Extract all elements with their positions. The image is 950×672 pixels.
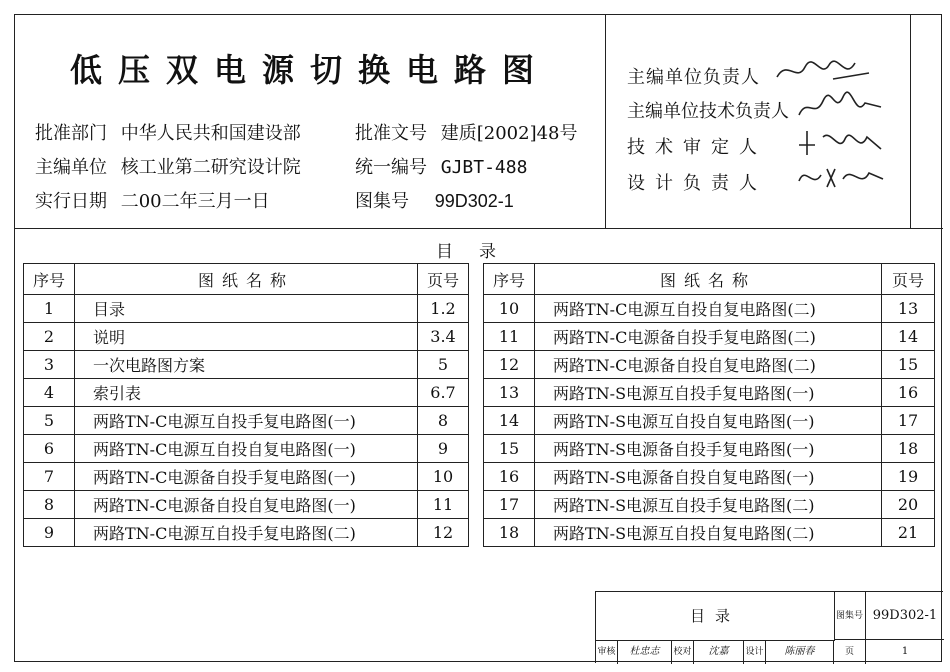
row-number: 11	[484, 323, 535, 351]
row-page: 13	[882, 295, 935, 323]
toc-header-row	[24, 264, 469, 295]
approval-dept-label: 批准部门	[35, 123, 107, 144]
table-row	[484, 351, 935, 379]
row-drawing-name: 两路TN-S电源备自投自复电路图(一)	[535, 463, 882, 491]
row-drawing-name: 两路TN-C电源备自投手复电路图(二)	[535, 323, 882, 351]
row-number: 10	[484, 295, 535, 323]
row-number: 9	[24, 519, 75, 547]
row-page: 20	[882, 491, 935, 519]
check-label: 校对	[672, 640, 694, 664]
table-row	[24, 351, 469, 379]
row-page: 3.4	[418, 323, 469, 351]
row-number: 7	[24, 463, 75, 491]
toc-table-left	[23, 263, 469, 547]
row-number: 12	[484, 351, 535, 379]
table-row	[24, 379, 469, 407]
row-drawing-name: 两路TN-C电源互自投自复电路图(一)	[75, 435, 418, 463]
table-row	[484, 379, 935, 407]
table-row	[484, 519, 935, 547]
page-title: 低压双电源切换电路图	[69, 51, 550, 89]
row-drawing-name: 两路TN-C电源备自投手复电路图(一)	[75, 463, 418, 491]
table-row	[484, 407, 935, 435]
row-drawing-name: 两路TN-C电源互自投手复电路图(一)	[75, 407, 418, 435]
signature-image	[773, 53, 873, 93]
table-row	[24, 463, 469, 491]
page-label: 页	[834, 640, 866, 664]
effective-date-label: 实行日期	[35, 191, 107, 212]
row-page: 21	[882, 519, 935, 547]
signature-scribble	[773, 53, 873, 87]
row-drawing-name: 两路TN-C电源互自投手复电路图(二)	[75, 519, 418, 547]
sheet-title: 目录	[596, 592, 835, 641]
col-name-header: 图纸名称	[535, 264, 882, 295]
col-page-header: 页号	[882, 264, 935, 295]
col-no-header: 序号	[484, 264, 535, 295]
table-row	[24, 407, 469, 435]
atlas-no-row	[355, 187, 514, 213]
row-number: 17	[484, 491, 535, 519]
unified-no-row	[355, 153, 527, 179]
row-number: 16	[484, 463, 535, 491]
toc-header-row	[484, 264, 935, 295]
approval-no-row	[355, 119, 578, 145]
row-page: 9	[418, 435, 469, 463]
row-drawing-name: 目录	[75, 295, 418, 323]
row-number: 14	[484, 407, 535, 435]
signature-scribble	[795, 89, 885, 123]
row-drawing-name: 两路TN-C电源备自投自复电路图(二)	[535, 351, 882, 379]
header-margin-line	[910, 15, 911, 229]
col-no-header: 序号	[24, 264, 75, 295]
signatory-role: 设计负责人	[627, 173, 767, 194]
row-page: 18	[882, 435, 935, 463]
atlas-label: 图集号	[834, 592, 866, 640]
row-page: 15	[882, 351, 935, 379]
row-drawing-name: 一次电路图方案	[75, 351, 418, 379]
row-drawing-name: 两路TN-S电源互自投手复电路图(一)	[535, 379, 882, 407]
row-number: 1	[24, 295, 75, 323]
row-drawing-name: 两路TN-S电源互自投手复电路图(二)	[535, 491, 882, 519]
table-row	[484, 491, 935, 519]
effective-date-row	[35, 187, 270, 213]
table-row	[24, 491, 469, 519]
unified-no-value: GJBT-488	[440, 157, 528, 178]
row-page: 12	[418, 519, 469, 547]
editor-unit-row	[35, 153, 301, 179]
approval-no-label: 批准文号	[355, 123, 427, 144]
signatory-role: 主编单位负责人	[627, 67, 760, 88]
row-number: 5	[24, 407, 75, 435]
title-block	[595, 591, 943, 663]
row-page: 16	[882, 379, 935, 407]
row-number: 13	[484, 379, 535, 407]
drawing-frame	[14, 14, 942, 662]
signature-image	[795, 89, 885, 129]
row-page: 17	[882, 407, 935, 435]
row-drawing-name: 两路TN-S电源互自投自复电路图(二)	[535, 519, 882, 547]
row-number: 3	[24, 351, 75, 379]
table-row	[24, 519, 469, 547]
row-page: 8	[418, 407, 469, 435]
row-page: 11	[418, 491, 469, 519]
check-signature: 沈嘉	[694, 640, 744, 664]
row-page: 10	[418, 463, 469, 491]
table-row	[484, 435, 935, 463]
editor-unit-label: 主编单位	[35, 157, 107, 178]
signature-scribble	[795, 125, 885, 159]
table-row	[484, 463, 935, 491]
row-page: 19	[882, 463, 935, 491]
table-row	[24, 323, 469, 351]
approval-no-value: 建质[2002]48号	[440, 123, 578, 144]
cover-header	[15, 15, 943, 229]
design-signature: 陈丽春	[766, 640, 834, 664]
review-signature: 杜忠志	[618, 640, 672, 664]
table-row	[24, 435, 469, 463]
row-number: 8	[24, 491, 75, 519]
row-number: 4	[24, 379, 75, 407]
row-drawing-name: 说明	[75, 323, 418, 351]
approval-dept-row	[35, 119, 301, 145]
col-page-header: 页号	[418, 264, 469, 295]
row-number: 15	[484, 435, 535, 463]
signature-image	[795, 159, 885, 199]
review-label: 审核	[596, 640, 618, 664]
signatory-role: 技术审定人	[627, 137, 767, 158]
atlas-no-value: 99D302-1	[434, 191, 514, 211]
unified-no-label: 统一编号	[355, 157, 427, 178]
editor-unit-value: 核工业第二研究设计院	[120, 157, 301, 178]
row-drawing-name: 两路TN-S电源备自投手复电路图(一)	[535, 435, 882, 463]
row-page: 1.2	[418, 295, 469, 323]
atlas-number: 99D302-1	[866, 592, 944, 640]
row-drawing-name: 两路TN-C电源互自投自复电路图(二)	[535, 295, 882, 323]
header-divider	[605, 15, 606, 229]
atlas-no-label: 图集号	[355, 191, 409, 212]
page-number: 1	[901, 646, 909, 657]
col-name-header: 图纸名称	[75, 264, 418, 295]
table-row	[484, 323, 935, 351]
signature-scribble	[795, 159, 885, 193]
approval-dept-value: 中华人民共和国建设部	[120, 123, 301, 144]
row-number: 18	[484, 519, 535, 547]
row-number: 6	[24, 435, 75, 463]
row-drawing-name: 索引表	[75, 379, 418, 407]
design-label: 设计	[744, 640, 766, 664]
row-page: 6.7	[418, 379, 469, 407]
row-page: 5	[418, 351, 469, 379]
table-row	[484, 295, 935, 323]
row-drawing-name: 两路TN-S电源互自投自复电路图(一)	[535, 407, 882, 435]
row-page: 14	[882, 323, 935, 351]
row-drawing-name: 两路TN-C电源备自投自复电路图(一)	[75, 491, 418, 519]
toc-heading: 目录	[436, 242, 522, 262]
signatory-role: 主编单位技术负责人	[627, 101, 789, 122]
toc-table-right	[483, 263, 935, 547]
effective-date-value: 二00二年三月一日	[120, 191, 270, 212]
row-number: 2	[24, 323, 75, 351]
table-row	[24, 295, 469, 323]
